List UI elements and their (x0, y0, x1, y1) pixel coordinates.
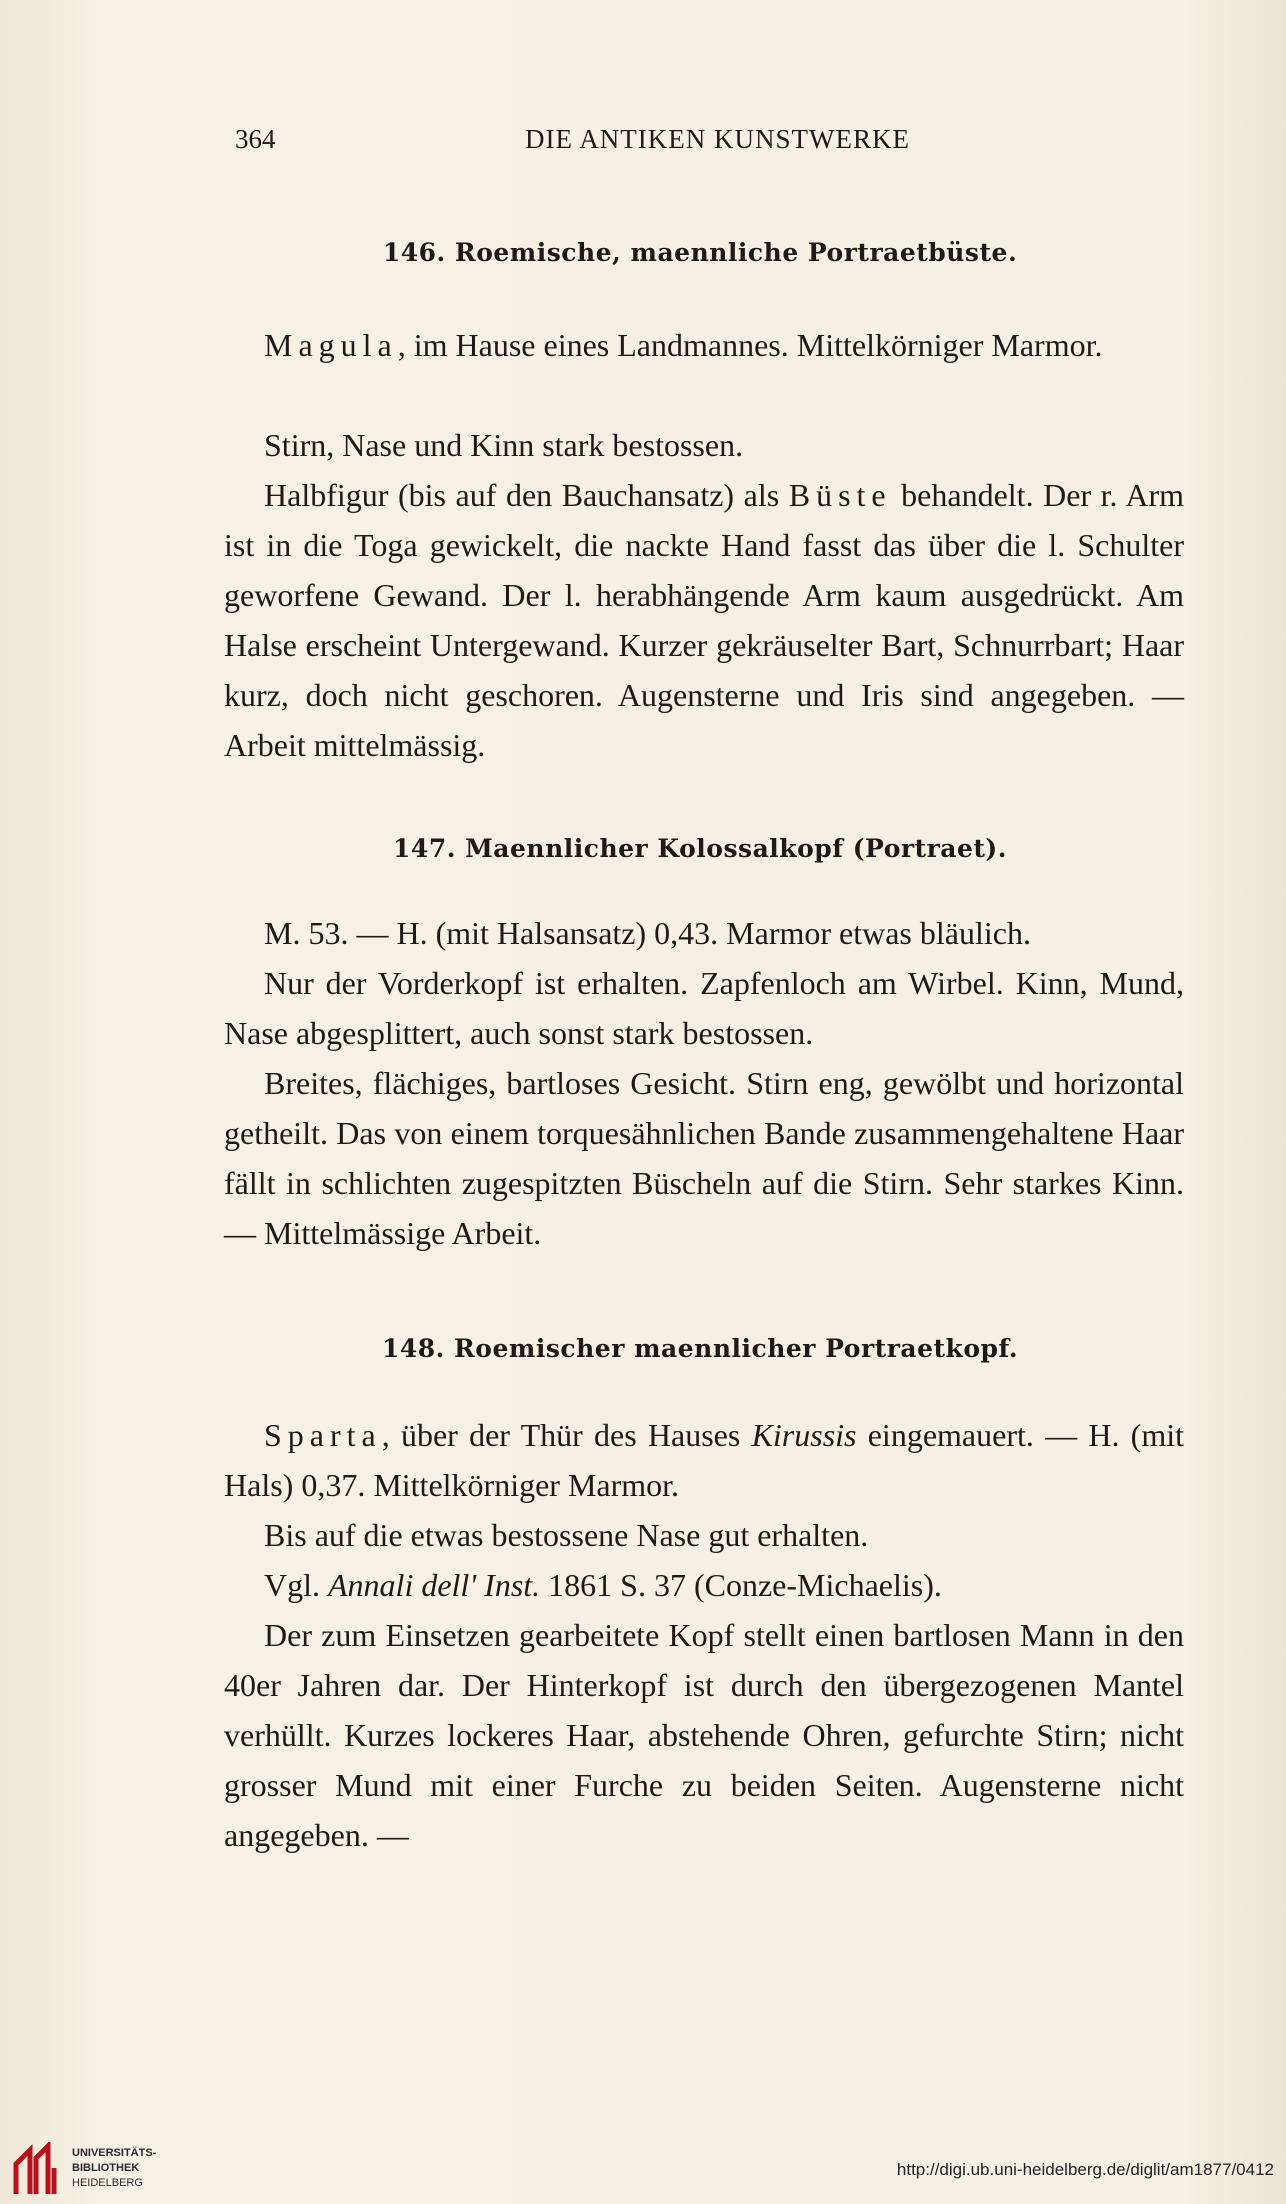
section-title-146: 146. Roemische, maennliche Portraetbüste. (382, 238, 1018, 267)
citation-title: Annali dell' Inst. (328, 1567, 541, 1603)
library-logo (12, 2142, 172, 2196)
running-title: DIE ANTIKEN KUNSTWERKE (525, 124, 910, 154)
paragraph-148-2: Bis auf die etwas bestossene Nase gut erhalten. (264, 1517, 869, 1553)
paragraph-148-4: Der zum Einsetzen gearbeitete Kopf stellt einen bartlosen Mann in den 40er Jahren dar. Der Hinterkopf ist durch den übergezogenen Mantel verhüllt. Kurzes lockeres Haar, abstehende Ohren, gefurchte Stirn; nicht grosser Mund mit einer Furche zu beiden Seiten. Augensterne nicht angegeben. — (224, 1617, 1184, 1853)
paragraph-147-2: Nur der Vorderkopf ist erhalten. Zapfenloch am Wirbel. Kinn, Mund, Nase abgesplittert, auch sonst stark bestossen. (224, 965, 1184, 1051)
paragraph-148-3: Vgl. Annali dell' Inst. 1861 S. 37 (Conze-Michaelis). (264, 1567, 942, 1603)
library-name: UNIVERSITÄTS- BIBLIOTHEK HEIDELBERG (72, 2147, 157, 2189)
section-title-147: 147. Maennlicher Kolossalkopf (Portraet). (393, 834, 1007, 863)
paragraph-148-1: Sparta, über der Thür des Hauses Kirussis eingemauert. — H. (mit Hals) 0,37. Mittelkörniger Marmor. (224, 1417, 1185, 1503)
page-number: 364 (235, 124, 276, 154)
paragraph-146-2: Stirn, Nase und Kinn stark bestossen. (264, 427, 744, 463)
page-header (235, 124, 1170, 164)
source-url[interactable]: http://digi.ub.uni-heidelberg.de/diglit/am1877/0412 (896, 2160, 1274, 2179)
place-name: Sparta (264, 1417, 382, 1453)
paragraph-147-1: M. 53. — H. (mit Halsansatz) 0,43. Marmor etwas bläulich. (264, 915, 1031, 951)
paragraph-147-3: Breites, flächiges, bartloses Gesicht. Stirn eng, gewölbt und horizontal getheilt. Das von einem torquesähnlichen Bande zusammengehaltene Haar fällt in schlichten zugespitzten Büscheln auf die Stirn. Sehr starkes Kinn. — Mittelmässige Arbeit. (224, 1065, 1184, 1251)
paragraph-146-1: Magula, im Hause eines Landmannes. Mittelkörniger Marmor. (264, 327, 1103, 363)
house-name: Kirussis (751, 1417, 857, 1453)
section-title-148: 148. Roemischer maennlicher Portraetkopf. (381, 1334, 1019, 1363)
paragraph-146-3: Halbfigur (bis auf den Bauchansatz) als Büste behandelt. Der r. Arm ist in die Toga gewickelt, die nackte Hand fasst das über die l. Schulter geworfene Gewand. Der l. herabhängende Arm kaum ausgedrückt. Am Halse erscheint Untergewand. Kurzer gekräuselter Bart, Schnurrbart; Haar kurz, doch nicht geschoren. Augensterne und Iris sind angegeben. — Arbeit mittelmässig. (224, 477, 1185, 763)
library-emblem-icon (12, 2142, 62, 2196)
emphasis-word: Büste (788, 477, 892, 513)
place-name: Magula (264, 327, 398, 363)
